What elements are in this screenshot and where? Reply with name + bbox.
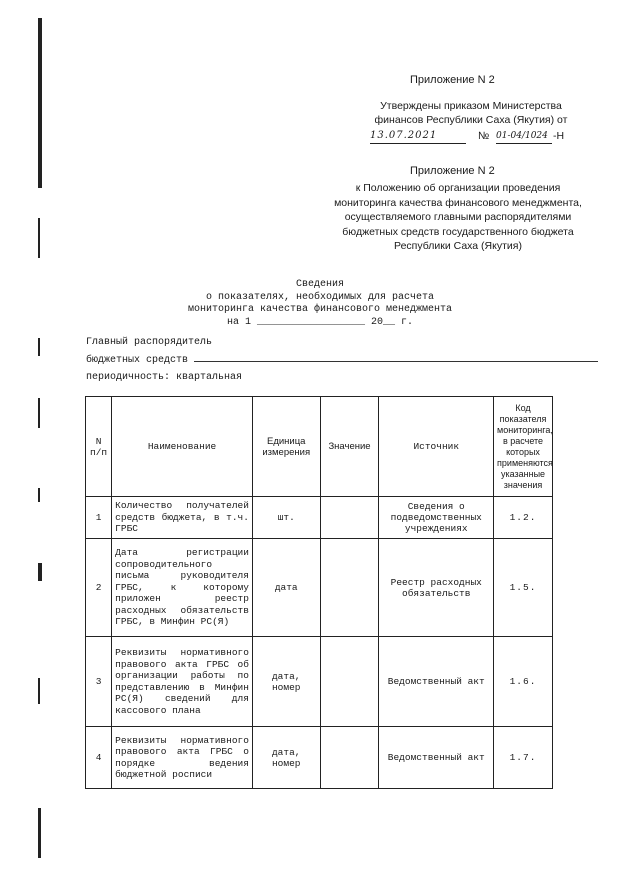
row-unit: дата, номер: [252, 727, 320, 789]
recipient-blank: [194, 351, 598, 362]
row-value: [320, 727, 379, 789]
approval-number-prefix: №: [478, 130, 490, 142]
approval-signature-line: [356, 129, 586, 145]
row-name: Реквизиты нормативного правового акта ГРБС о порядке ведения бюджетной росписи: [112, 727, 253, 789]
row-value: [320, 637, 379, 727]
header-unit: Единица измерения: [252, 397, 320, 497]
recipient-line: [86, 351, 598, 367]
approval-text: Утверждены приказом Министерства финансов Республики Саха (Якутия) от: [374, 100, 568, 126]
table-row: [86, 727, 553, 789]
title-line-3: мониторинга качества финансового менеджмента: [187, 304, 453, 315]
row-name: Дата регистрации сопроводительного письма руководителя ГРБС, к которому приложен реестр расходных обязательств ГРБС, в Минфин РС(Я): [112, 539, 253, 637]
header-n: N п/п: [86, 397, 112, 497]
header-source: Источник: [379, 397, 494, 497]
appendix-label: Приложение N 2: [410, 74, 495, 86]
periodicity: периодичность: квартальная: [86, 372, 243, 383]
title-date-line: на 1 __________________ 20__ г.: [226, 316, 414, 328]
row-unit: дата, номер: [252, 637, 320, 727]
row-source: Реестр расходных обязательств: [379, 539, 494, 637]
row-n: 4: [86, 727, 112, 789]
row-n: 3: [86, 637, 112, 727]
table-row: [86, 539, 553, 637]
scan-edge-artifact: [38, 18, 44, 858]
recipient-label-2: бюджетных средств: [86, 355, 189, 366]
indicators-table: [85, 396, 553, 789]
header-value: Значение: [320, 397, 379, 497]
row-name: Реквизиты нормативного правового акта ГРБС об организации работы по представлению в Минфин РС(Я) сведений для кассового плана: [112, 637, 253, 727]
row-code: 1.6.: [494, 637, 553, 727]
table-row: [86, 497, 553, 539]
row-source: Сведения о подведомственных учреждениях: [379, 497, 494, 539]
regulation-appendix-label: Приложение N 2: [410, 165, 495, 177]
row-value: [320, 539, 379, 637]
table-header-row: [86, 397, 553, 497]
row-code: 1.5.: [494, 539, 553, 637]
approval-number: 01-04/1024: [496, 129, 552, 144]
row-source: Ведомственный акт: [379, 727, 494, 789]
row-value: [320, 497, 379, 539]
approval-number-suffix: -Н: [553, 130, 565, 142]
document-title: [170, 279, 470, 329]
row-source: Ведомственный акт: [379, 637, 494, 727]
regulation-text: к Положению об организации проведения мониторинга качества финансового менеджмента, осуществляемого главными распорядителями бюджетных средств государственного бюджета Республики Саха (Якутия): [334, 182, 582, 252]
header-code: Код показателя мониторинга, в расчете которых применяются указанные значения: [494, 397, 553, 497]
row-code: 1.2.: [494, 497, 553, 539]
title-line-1: Сведения: [295, 279, 344, 290]
row-unit: дата: [252, 539, 320, 637]
table-row: [86, 637, 553, 727]
row-n: 2: [86, 539, 112, 637]
row-name: Количество получателей средств бюджета, в т.ч. ГРБС: [112, 497, 253, 539]
header-name: Наименование: [112, 397, 253, 497]
row-n: 1: [86, 497, 112, 539]
row-unit: шт.: [252, 497, 320, 539]
row-code: 1.7.: [494, 727, 553, 789]
recipient-label-1: Главный распорядитель: [86, 337, 213, 348]
approval-date: 13.07.2021: [370, 129, 466, 144]
title-line-2: о показателях, необходимых для расчета: [205, 291, 435, 303]
approval-block: [356, 99, 586, 145]
